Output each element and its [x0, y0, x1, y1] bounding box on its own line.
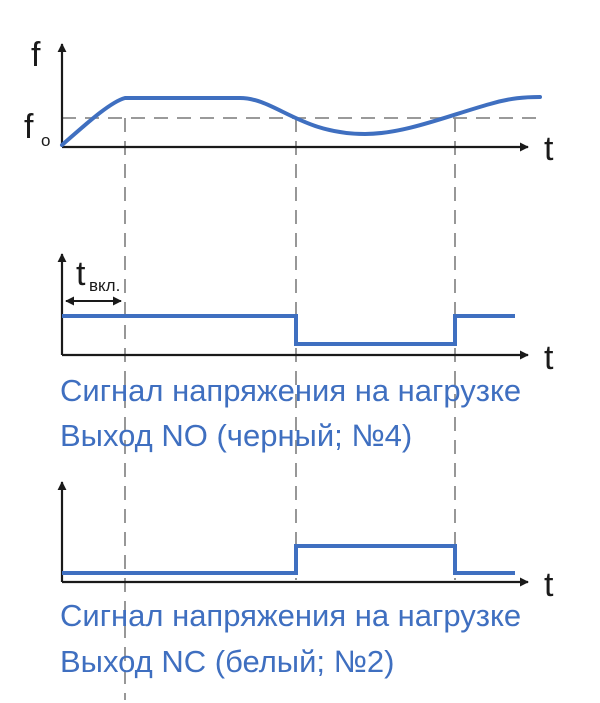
- no-signal-line: [62, 316, 515, 344]
- ton-label: t: [76, 255, 86, 293]
- no-caption-line-1: Сигнал напряжения на нагрузке: [60, 373, 522, 408]
- no-caption-line-2: Выход NO (черный; №4): [60, 418, 413, 453]
- t-axis-label-no: t: [544, 339, 554, 377]
- nc-caption-line-2: Выход NC (белый; №2): [60, 644, 395, 679]
- frequency-curve: [62, 97, 540, 145]
- ton-subscript: вкл.: [89, 276, 121, 295]
- no-output-graph: [60, 254, 554, 453]
- nc-caption-line-1: Сигнал напряжения на нагрузке: [60, 598, 522, 633]
- f-axis-label: f: [31, 36, 41, 74]
- f0-label: f: [24, 108, 34, 146]
- f0-subscript: o: [41, 131, 51, 150]
- nc-signal-line: [62, 546, 515, 573]
- nc-output-graph: [60, 482, 554, 679]
- frequency-graph: [24, 36, 554, 168]
- t-axis-label-top: t: [544, 130, 554, 168]
- t-axis-label-nc: t: [544, 566, 554, 604]
